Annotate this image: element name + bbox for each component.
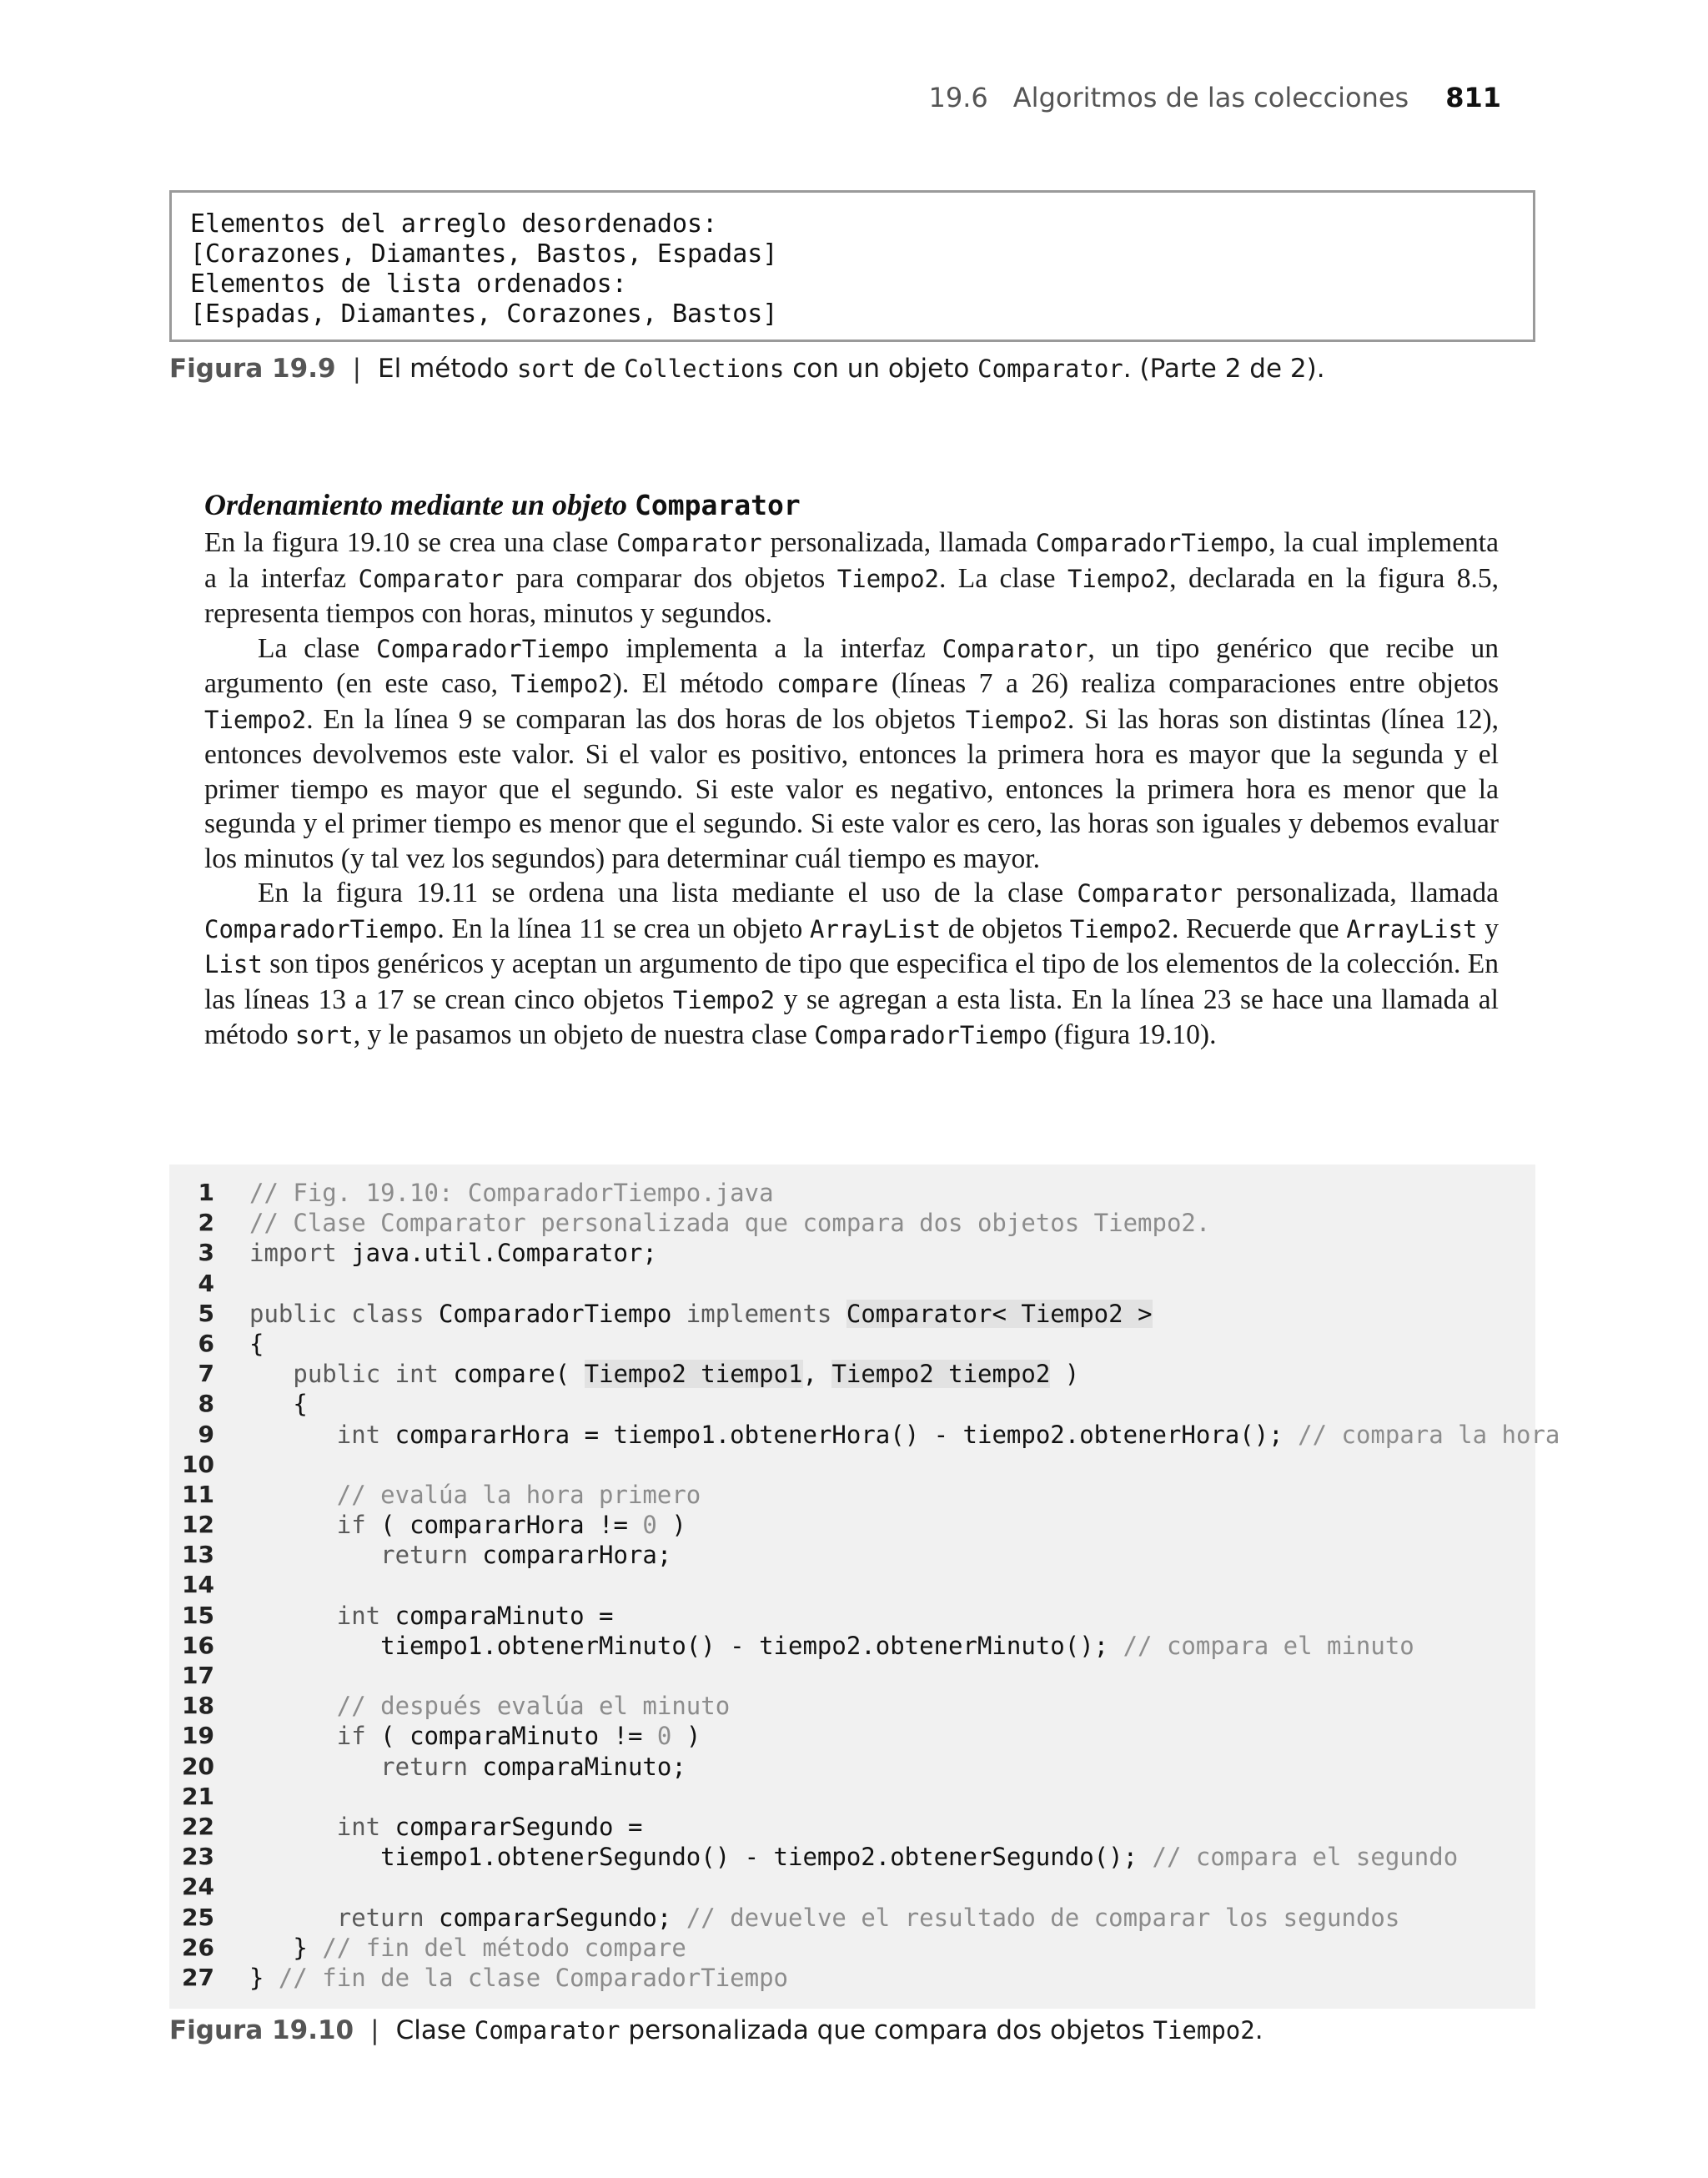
text-run: . Si las horas son distintas (línea 12), entonces devolvemos este valor. Si el valor es positivo, entonces la primera hora es mayor que la segunda y el primer tiempo es mayor que el segundo. Si este valor es negativo, entonces la primera hora es menor que la segunda y el primer tiempo es menor que el segundo. Si este valor es cero, las horas son iguales y debemos evaluar los minutos (y tal vez los segundos) para determinar cuál tiempo es mayor. — [204, 703, 1499, 874]
code-token: comparaMinuto; — [467, 1752, 686, 1781]
output-line: Elementos de lista ordenados: — [190, 269, 627, 299]
heading-text: Ordenamiento mediante un objeto — [204, 488, 635, 521]
code-line — [169, 1420, 1560, 1450]
code-token — [249, 1904, 337, 1932]
code-line — [169, 1570, 1535, 1600]
line-number: 6 — [198, 1329, 214, 1357]
line-number: 7 — [198, 1360, 214, 1388]
code-keyword: return — [380, 1752, 468, 1781]
code-token: } — [249, 1963, 279, 1992]
text-run: En la figura 19.10 se crea una clase — [204, 527, 617, 558]
text-run: (figura 19.10). — [1047, 1019, 1217, 1050]
line-number: 19 — [182, 1722, 214, 1750]
code-text — [249, 1631, 1414, 1661]
code-text — [249, 1420, 1560, 1450]
section-title: Algoritmos de las colecciones — [1012, 82, 1409, 113]
code-line — [169, 1842, 1535, 1872]
code-comment: // compara el minuto — [1123, 1631, 1414, 1660]
text-run: personalizada, llamada — [1222, 878, 1499, 908]
code-line — [169, 1208, 1535, 1238]
code-line — [169, 1933, 1535, 1963]
text-run: . — [1254, 2015, 1263, 2045]
code-keyword: int — [336, 1812, 381, 1841]
code-token: ( comparaMinuto != — [365, 1722, 657, 1751]
text-run: , un tipo genérico que recibe un argumento (en este caso, — [204, 632, 1499, 699]
inline-code: Comparator — [977, 355, 1123, 383]
code-comment: // fin del método compare — [322, 1933, 686, 1962]
inline-code: Tiempo2 — [836, 564, 939, 593]
code-token: Tiempo2 tiempo2 — [831, 1360, 1051, 1389]
text-run: personalizada, llamada — [761, 527, 1036, 558]
code-token: tiempo1.obtenerMinuto() - tiempo2.obtenerMinuto(); — [249, 1631, 1123, 1660]
code-text — [249, 1329, 264, 1359]
code-token — [249, 1692, 337, 1720]
inline-code: ComparadorTiempo — [1035, 529, 1269, 557]
caption-separator: | — [370, 2015, 379, 2045]
code-comment: // Fig. 19.10: ComparadorTiempo.java — [249, 1179, 774, 1207]
code-token: { — [249, 1390, 308, 1419]
output-line: Elementos del arreglo desordenados: — [190, 209, 718, 239]
code-keyword: if — [336, 1722, 366, 1751]
code-line — [169, 1480, 1535, 1510]
line-number: 18 — [182, 1692, 214, 1720]
code-line — [169, 1269, 1535, 1299]
section-heading — [204, 487, 801, 522]
inline-code: sort — [516, 355, 575, 383]
code-comment: // devuelve el resultado de comparar los segundos — [686, 1903, 1400, 1932]
code-text — [249, 1812, 642, 1842]
code-token: ) — [671, 1722, 701, 1751]
line-number: 9 — [198, 1420, 214, 1448]
code-text — [249, 1359, 1079, 1389]
line-number: 15 — [182, 1601, 214, 1629]
code-line — [169, 1299, 1535, 1329]
code-line — [169, 1752, 1535, 1782]
code-token: Comparator< Tiempo2 > — [846, 1299, 1153, 1328]
inline-code: sort — [294, 1021, 354, 1049]
code-line — [169, 1691, 1535, 1721]
code-token: compararSegundo; — [424, 1903, 686, 1932]
code-line — [169, 1721, 1535, 1751]
code-token: compare( — [439, 1360, 585, 1389]
inline-code: Tiempo2 — [510, 670, 613, 698]
code-text — [249, 1238, 657, 1268]
line-number: 20 — [182, 1752, 214, 1780]
text-run: de objetos — [941, 913, 1070, 944]
code-token: java.util.Comparator; — [336, 1239, 657, 1268]
text-run: ). El método — [612, 668, 777, 699]
program-output-box — [169, 190, 1535, 342]
text-run: . En la línea 9 se comparan las dos horas de los objetos — [306, 703, 966, 735]
code-line — [169, 1601, 1535, 1631]
figure-label: Figura 19.9 — [169, 354, 336, 384]
line-number: 13 — [182, 1541, 214, 1569]
code-token — [249, 1511, 337, 1539]
code-line — [169, 1661, 1535, 1691]
code-text — [249, 1903, 1399, 1933]
line-number: 16 — [182, 1631, 214, 1659]
figure-label: Figura 19.10 — [169, 2015, 354, 2045]
paragraph — [204, 631, 1499, 877]
caption-text — [378, 354, 1325, 384]
caption-text — [396, 2015, 1263, 2045]
code-comment: // compara el segundo — [1152, 1843, 1459, 1872]
code-text — [249, 1480, 701, 1510]
section-number: 19.6 — [928, 82, 988, 113]
line-number: 1 — [198, 1179, 214, 1206]
text-run: (líneas 7 a 26) realiza comparaciones entre objetos — [878, 668, 1499, 699]
code-line — [169, 1238, 1535, 1268]
paragraph — [204, 526, 1499, 631]
line-number: 27 — [182, 1963, 214, 1991]
inline-code: Tiempo2 — [1069, 914, 1172, 943]
inline-code: compare — [776, 670, 879, 698]
text-run: para comparar dos objetos — [504, 562, 837, 594]
code-token — [249, 1421, 337, 1449]
caption-separator: | — [352, 354, 362, 384]
code-text — [249, 1389, 308, 1419]
code-text — [249, 1933, 686, 1963]
line-number: 4 — [198, 1269, 214, 1297]
inline-code: Comparator — [942, 634, 1088, 663]
inline-code: Tiempo2 — [1067, 564, 1170, 593]
code-token: { — [249, 1329, 264, 1358]
text-run: de — [575, 354, 625, 384]
paragraph — [204, 876, 1499, 1054]
code-token: ) — [1050, 1360, 1080, 1389]
text-run: y — [1477, 913, 1499, 944]
text-run: . Recuerde que — [1171, 913, 1347, 944]
code-text — [249, 1963, 788, 1993]
line-number: 22 — [182, 1812, 214, 1840]
inline-code: Tiempo2 — [204, 705, 307, 734]
code-line — [169, 1903, 1535, 1933]
code-text — [249, 1752, 686, 1782]
inline-code: ComparadorTiempo — [204, 914, 438, 943]
figure-19-10-caption — [169, 2015, 1263, 2045]
code-token: comparaMinuto = — [380, 1601, 614, 1630]
line-number: 11 — [182, 1480, 214, 1508]
code-token: tiempo1.obtenerSegundo() - tiempo2.obtenerSegundo(); — [249, 1843, 1153, 1872]
code-line — [169, 1510, 1535, 1540]
code-comment: // evalúa la hora primero — [336, 1480, 701, 1509]
line-number: 25 — [182, 1903, 214, 1931]
code-token — [249, 1722, 337, 1750]
code-text — [249, 1842, 1458, 1872]
code-line — [169, 1963, 1535, 1993]
code-token — [249, 1753, 380, 1781]
output-line: [Espadas, Diamantes, Corazones, Bastos] — [190, 299, 778, 329]
code-token: 0 — [642, 1511, 657, 1540]
code-line — [169, 1872, 1535, 1902]
code-keyword: if — [336, 1511, 366, 1540]
code-token: compararSegundo = — [380, 1812, 643, 1841]
code-text — [249, 1601, 614, 1631]
text-run: , declarada en la figura 8.5, representa tiempos con horas, minutos y segundos. — [204, 562, 1499, 629]
text-run: personalizada que compara dos objetos — [620, 2015, 1153, 2045]
text-run: . La clase — [939, 562, 1068, 594]
inline-code: Tiempo2 — [1153, 2016, 1255, 2045]
code-token: , — [802, 1360, 832, 1389]
code-token: ( compararHora != — [365, 1511, 643, 1540]
inline-code: List — [204, 950, 263, 978]
code-comment: // después evalúa el minuto — [336, 1692, 731, 1721]
body-text — [204, 526, 1499, 1054]
code-token: ) — [656, 1511, 686, 1540]
code-keyword: implements — [686, 1299, 832, 1328]
text-run: con un objeto — [784, 354, 978, 384]
code-token — [249, 1541, 380, 1569]
line-number: 26 — [182, 1933, 214, 1961]
inline-code: Comparator — [474, 2016, 620, 2045]
code-keyword: public class — [249, 1299, 424, 1328]
line-number: 12 — [182, 1511, 214, 1539]
inline-code: Comparator — [616, 529, 762, 557]
figure-19-9-caption — [169, 354, 1325, 384]
code-comment: // fin de la clase ComparadorTiempo — [278, 1963, 789, 1992]
code-token: compararHora; — [467, 1541, 672, 1570]
code-line — [169, 1329, 1535, 1359]
line-number: 10 — [182, 1450, 214, 1478]
code-text — [249, 1299, 1153, 1329]
line-number: 24 — [182, 1873, 214, 1901]
line-number: 23 — [182, 1843, 214, 1871]
text-run: implementa a la interfaz — [609, 632, 942, 664]
text-run: Clase — [395, 2015, 475, 2045]
running-header — [917, 82, 1501, 118]
code-token — [249, 1360, 293, 1388]
page-number: 811 — [1445, 82, 1501, 113]
line-number: 17 — [182, 1662, 214, 1689]
code-text — [249, 1540, 671, 1570]
text-run: y se agregan a esta lista. En la línea 23 se hace una llamada al método — [204, 983, 1499, 1050]
code-line — [169, 1540, 1535, 1570]
text-run: , la cual implementa a la interfaz — [204, 527, 1499, 594]
code-keyword: import — [249, 1239, 337, 1268]
code-text — [249, 1691, 730, 1721]
code-token — [249, 1813, 337, 1841]
code-token: ComparadorTiempo — [424, 1299, 686, 1328]
line-number: 21 — [182, 1782, 214, 1810]
code-line — [169, 1178, 1535, 1208]
code-text — [249, 1721, 701, 1751]
code-line — [169, 1450, 1535, 1480]
line-number: 8 — [198, 1390, 214, 1418]
inline-code: ArrayList — [810, 914, 942, 943]
code-text — [249, 1208, 1210, 1238]
inline-code: ComparadorTiempo — [376, 634, 610, 663]
inline-code: Collections — [624, 355, 785, 383]
code-lines — [169, 1178, 1560, 1993]
code-keyword: int — [336, 1420, 381, 1449]
code-line — [169, 1812, 1535, 1842]
code-keyword: public int — [293, 1360, 439, 1389]
text-run: La clase — [258, 632, 377, 664]
code-token: 0 — [656, 1722, 672, 1751]
text-run: . (Parte 2 de 2). — [1123, 354, 1325, 384]
code-text — [249, 1510, 686, 1540]
inline-code: ComparadorTiempo — [814, 1021, 1047, 1049]
code-token — [831, 1300, 846, 1328]
code-token: Tiempo2 tiempo1 — [584, 1360, 803, 1389]
inline-code: Comparator — [358, 564, 505, 593]
heading-code: Comparator — [635, 489, 801, 521]
code-line — [169, 1359, 1535, 1389]
inline-code: Comparator — [1077, 879, 1223, 908]
text-run: , y le pasamos un objeto de nuestra clase — [353, 1019, 815, 1050]
code-line — [169, 1389, 1535, 1419]
code-keyword: return — [380, 1541, 468, 1570]
line-number: 2 — [198, 1209, 214, 1237]
code-text — [249, 1178, 774, 1208]
text-run: En la figura 19.11 se ordena una lista mediante el uso de la clase — [258, 878, 1078, 908]
inline-code: Tiempo2 — [965, 705, 1068, 734]
line-number: 14 — [182, 1571, 214, 1599]
line-number: 3 — [198, 1239, 214, 1267]
text-run: son tipos genéricos y aceptan un argumento de tipo que especifica el tipo de los elementos de la colección. En las líneas 13 a 17 se crean cinco objetos — [204, 948, 1499, 1015]
text-run: . En la línea 11 se crea un objeto — [437, 913, 810, 944]
inline-code: Tiempo2 — [672, 985, 776, 1014]
code-keyword: return — [336, 1903, 424, 1932]
code-comment: // compara la hora — [1298, 1420, 1560, 1449]
inline-code: ArrayList — [1346, 914, 1478, 943]
code-token: compararHora = tiempo1.obtenerHora() - tiempo2.obtenerHora(); — [380, 1420, 1299, 1449]
line-number: 5 — [198, 1299, 214, 1327]
code-comment: // Clase Comparator personalizada que compara dos objetos Tiempo2. — [249, 1209, 1211, 1238]
text-run: El método — [378, 354, 517, 384]
code-token — [249, 1481, 337, 1509]
output-line: [Corazones, Diamantes, Bastos, Espadas] — [190, 239, 778, 269]
code-listing — [169, 1164, 1560, 2009]
code-token — [249, 1602, 337, 1630]
code-line — [169, 1631, 1535, 1661]
code-token: } — [249, 1933, 323, 1962]
code-keyword: int — [336, 1601, 381, 1630]
code-line — [169, 1782, 1535, 1812]
